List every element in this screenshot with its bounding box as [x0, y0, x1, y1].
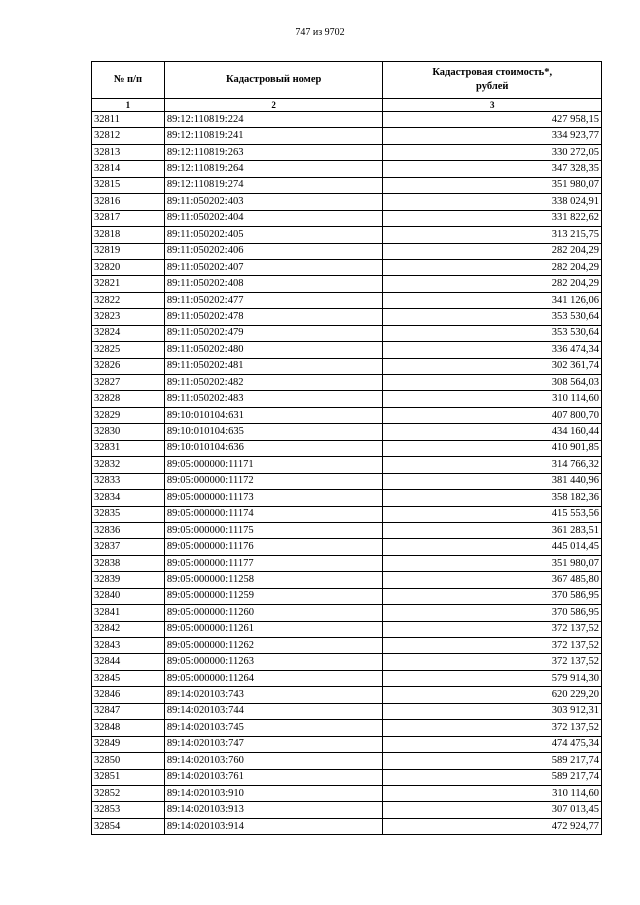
table-row	[92, 112, 602, 128]
cadastral-number-cell: 89:12:110819:274	[164, 177, 383, 193]
table-row	[92, 720, 602, 736]
cadastral-value-cell: 410 901,85	[383, 440, 602, 456]
cadastral-value-cell: 472 924,77	[383, 818, 602, 834]
row-number-cell: 32818	[92, 227, 165, 243]
cadastral-number-cell: 89:11:050202:479	[164, 325, 383, 341]
cadastral-value-cell: 353 530,64	[383, 309, 602, 325]
cadastral-number-cell: 89:05:000000:11258	[164, 572, 383, 588]
cadastral-value-cell: 341 126,06	[383, 292, 602, 308]
row-number-cell: 32853	[92, 802, 165, 818]
cadastral-number-cell: 89:05:000000:11173	[164, 490, 383, 506]
header-cadastral-value-line2: рублей	[476, 81, 509, 92]
cadastral-value-cell: 434 160,44	[383, 424, 602, 440]
row-number-cell: 32811	[92, 112, 165, 128]
cadastral-number-cell: 89:14:020103:761	[164, 769, 383, 785]
cadastral-value-cell: 351 980,07	[383, 177, 602, 193]
cadastral-number-cell: 89:11:050202:406	[164, 243, 383, 259]
cadastral-number-cell: 89:05:000000:11262	[164, 638, 383, 654]
cadastral-value-cell: 445 014,45	[383, 539, 602, 555]
table-row	[92, 654, 602, 670]
table-row	[92, 391, 602, 407]
row-number-cell: 32848	[92, 720, 165, 736]
cadastral-number-cell: 89:11:050202:480	[164, 342, 383, 358]
table-header-row	[92, 62, 602, 99]
row-number-cell: 32835	[92, 506, 165, 522]
row-number-cell: 32842	[92, 621, 165, 637]
table-row	[92, 490, 602, 506]
header-cadastral-number: Кадастровый номер	[164, 62, 383, 99]
row-number-cell: 32822	[92, 292, 165, 308]
cadastral-number-cell: 89:10:010104:636	[164, 440, 383, 456]
table-row	[92, 539, 602, 555]
row-number-cell: 32829	[92, 407, 165, 423]
cadastral-value-cell: 361 283,51	[383, 522, 602, 538]
cadastral-value-cell: 589 217,74	[383, 769, 602, 785]
table-row	[92, 210, 602, 226]
cadastral-number-cell: 89:05:000000:11259	[164, 588, 383, 604]
table-row	[92, 243, 602, 259]
cadastral-value-cell: 310 114,60	[383, 785, 602, 801]
cadastral-number-cell: 89:14:020103:914	[164, 818, 383, 834]
cadastral-value-cell: 313 215,75	[383, 227, 602, 243]
header-cadastral-value-line1: Кадастровая стоимость*,	[432, 66, 553, 78]
cadastral-number-cell: 89:05:000000:11175	[164, 522, 383, 538]
column-number-2: 2	[164, 99, 383, 112]
cadastral-number-cell: 89:14:020103:910	[164, 785, 383, 801]
cadastral-value-cell: 372 137,52	[383, 638, 602, 654]
cadastral-value-cell: 474 475,34	[383, 736, 602, 752]
table-row	[92, 588, 602, 604]
cadastral-value-cell: 620 229,20	[383, 687, 602, 703]
table-row	[92, 342, 602, 358]
row-number-cell: 32843	[92, 638, 165, 654]
cadastral-number-cell: 89:12:110819:264	[164, 161, 383, 177]
row-number-cell: 32817	[92, 210, 165, 226]
page-number-header: 747 из 9702	[295, 27, 345, 38]
table-row	[92, 506, 602, 522]
row-number-cell: 32830	[92, 424, 165, 440]
row-number-cell: 32816	[92, 194, 165, 210]
row-number-cell: 32852	[92, 785, 165, 801]
row-number-cell: 32844	[92, 654, 165, 670]
row-number-cell: 32846	[92, 687, 165, 703]
row-number-cell: 32850	[92, 753, 165, 769]
row-number-cell: 32820	[92, 259, 165, 275]
cadastral-number-cell: 89:05:000000:11177	[164, 555, 383, 571]
table-row	[92, 358, 602, 374]
column-number-row	[92, 99, 602, 112]
row-number-cell: 32836	[92, 522, 165, 538]
cadastral-value-cell: 579 914,30	[383, 670, 602, 686]
table-row	[92, 227, 602, 243]
cadastral-number-cell: 89:12:110819:263	[164, 144, 383, 160]
cadastral-number-cell: 89:14:020103:745	[164, 720, 383, 736]
cadastral-number-cell: 89:14:020103:747	[164, 736, 383, 752]
table-row	[92, 785, 602, 801]
cadastral-number-cell: 89:05:000000:11261	[164, 621, 383, 637]
table-row	[92, 802, 602, 818]
row-number-cell: 32815	[92, 177, 165, 193]
cadastral-value-cell: 303 912,31	[383, 703, 602, 719]
cadastral-value-cell: 308 564,03	[383, 375, 602, 391]
row-number-cell: 32826	[92, 358, 165, 374]
row-number-cell: 32854	[92, 818, 165, 834]
row-number-cell: 32839	[92, 572, 165, 588]
row-number-cell: 32819	[92, 243, 165, 259]
table-row	[92, 555, 602, 571]
row-number-cell: 32813	[92, 144, 165, 160]
cadastral-number-cell: 89:11:050202:481	[164, 358, 383, 374]
table-row	[92, 687, 602, 703]
header-cadastral-value	[383, 62, 602, 99]
row-number-cell: 32845	[92, 670, 165, 686]
table-row	[92, 325, 602, 341]
cadastral-number-cell: 89:05:000000:11260	[164, 605, 383, 621]
cadastral-number-cell: 89:05:000000:11172	[164, 473, 383, 489]
table-row	[92, 605, 602, 621]
cadastral-number-cell: 89:05:000000:11263	[164, 654, 383, 670]
table-row	[92, 309, 602, 325]
row-number-cell: 32849	[92, 736, 165, 752]
table-row	[92, 259, 602, 275]
table-row	[92, 621, 602, 637]
row-number-cell: 32821	[92, 276, 165, 292]
cadastral-number-cell: 89:11:050202:408	[164, 276, 383, 292]
cadastral-value-cell: 331 822,62	[383, 210, 602, 226]
cadastral-number-cell: 89:14:020103:744	[164, 703, 383, 719]
row-number-cell: 32847	[92, 703, 165, 719]
cadastral-value-cell: 310 114,60	[383, 391, 602, 407]
row-number-cell: 32823	[92, 309, 165, 325]
cadastral-value-table	[91, 61, 602, 835]
cadastral-value-cell: 351 980,07	[383, 555, 602, 571]
table-row	[92, 144, 602, 160]
table-row	[92, 572, 602, 588]
header-row-number: № п/п	[92, 62, 165, 99]
cadastral-number-cell: 89:11:050202:483	[164, 391, 383, 407]
row-number-cell: 32837	[92, 539, 165, 555]
cadastral-value-cell: 302 361,74	[383, 358, 602, 374]
cadastral-value-cell: 336 474,34	[383, 342, 602, 358]
row-number-cell: 32825	[92, 342, 165, 358]
cadastral-value-cell: 427 958,15	[383, 112, 602, 128]
cadastral-number-cell: 89:11:050202:404	[164, 210, 383, 226]
table-row	[92, 424, 602, 440]
table-row	[92, 522, 602, 538]
cadastral-value-cell: 367 485,80	[383, 572, 602, 588]
table-row	[92, 736, 602, 752]
cadastral-number-cell: 89:05:000000:11174	[164, 506, 383, 522]
row-number-cell: 32838	[92, 555, 165, 571]
cadastral-number-cell: 89:10:010104:631	[164, 407, 383, 423]
table-row	[92, 457, 602, 473]
cadastral-number-cell: 89:12:110819:241	[164, 128, 383, 144]
cadastral-number-cell: 89:14:020103:760	[164, 753, 383, 769]
cadastral-number-cell: 89:11:050202:482	[164, 375, 383, 391]
cadastral-value-cell: 307 013,45	[383, 802, 602, 818]
cadastral-value-cell: 358 182,36	[383, 490, 602, 506]
table-row	[92, 753, 602, 769]
table-row	[92, 703, 602, 719]
table-row	[92, 375, 602, 391]
cadastral-value-cell: 415 553,56	[383, 506, 602, 522]
column-number-3: 3	[383, 99, 602, 112]
cadastral-value-cell: 372 137,52	[383, 621, 602, 637]
cadastral-value-cell: 282 204,29	[383, 259, 602, 275]
table-row	[92, 194, 602, 210]
table-row	[92, 276, 602, 292]
cadastral-value-cell: 334 923,77	[383, 128, 602, 144]
cadastral-value-cell: 370 586,95	[383, 605, 602, 621]
cadastral-number-cell: 89:11:050202:407	[164, 259, 383, 275]
row-number-cell: 32840	[92, 588, 165, 604]
column-number-1: 1	[92, 99, 165, 112]
cadastral-value-cell: 589 217,74	[383, 753, 602, 769]
cadastral-number-cell: 89:11:050202:403	[164, 194, 383, 210]
cadastral-number-cell: 89:05:000000:11264	[164, 670, 383, 686]
cadastral-value-cell: 282 204,29	[383, 276, 602, 292]
cadastral-number-cell: 89:10:010104:635	[164, 424, 383, 440]
cadastral-value-cell: 347 328,35	[383, 161, 602, 177]
table-row	[92, 292, 602, 308]
cadastral-number-cell: 89:14:020103:913	[164, 802, 383, 818]
cadastral-value-cell: 330 272,05	[383, 144, 602, 160]
table-row	[92, 638, 602, 654]
row-number-cell: 32824	[92, 325, 165, 341]
table-row	[92, 670, 602, 686]
table-row	[92, 473, 602, 489]
row-number-cell: 32833	[92, 473, 165, 489]
cadastral-value-cell: 407 800,70	[383, 407, 602, 423]
table-row	[92, 818, 602, 834]
table-row	[92, 177, 602, 193]
cadastral-number-cell: 89:14:020103:743	[164, 687, 383, 703]
row-number-cell: 32814	[92, 161, 165, 177]
row-number-cell: 32851	[92, 769, 165, 785]
cadastral-value-cell: 381 440,96	[383, 473, 602, 489]
cadastral-value-cell: 372 137,52	[383, 720, 602, 736]
cadastral-number-cell: 89:11:050202:477	[164, 292, 383, 308]
cadastral-number-cell: 89:11:050202:478	[164, 309, 383, 325]
table-row	[92, 769, 602, 785]
table-row	[92, 161, 602, 177]
cadastral-number-cell: 89:05:000000:11176	[164, 539, 383, 555]
cadastral-value-cell: 372 137,52	[383, 654, 602, 670]
row-number-cell: 32812	[92, 128, 165, 144]
table-row	[92, 407, 602, 423]
row-number-cell: 32827	[92, 375, 165, 391]
cadastral-value-cell: 338 024,91	[383, 194, 602, 210]
row-number-cell: 32834	[92, 490, 165, 506]
row-number-cell: 32831	[92, 440, 165, 456]
cadastral-value-cell: 370 586,95	[383, 588, 602, 604]
cadastral-value-cell: 314 766,32	[383, 457, 602, 473]
table-row	[92, 440, 602, 456]
cadastral-value-cell: 353 530,64	[383, 325, 602, 341]
cadastral-number-cell: 89:11:050202:405	[164, 227, 383, 243]
row-number-cell: 32841	[92, 605, 165, 621]
cadastral-value-cell: 282 204,29	[383, 243, 602, 259]
cadastral-number-cell: 89:12:110819:224	[164, 112, 383, 128]
row-number-cell: 32832	[92, 457, 165, 473]
row-number-cell: 32828	[92, 391, 165, 407]
cadastral-number-cell: 89:05:000000:11171	[164, 457, 383, 473]
table-row	[92, 128, 602, 144]
